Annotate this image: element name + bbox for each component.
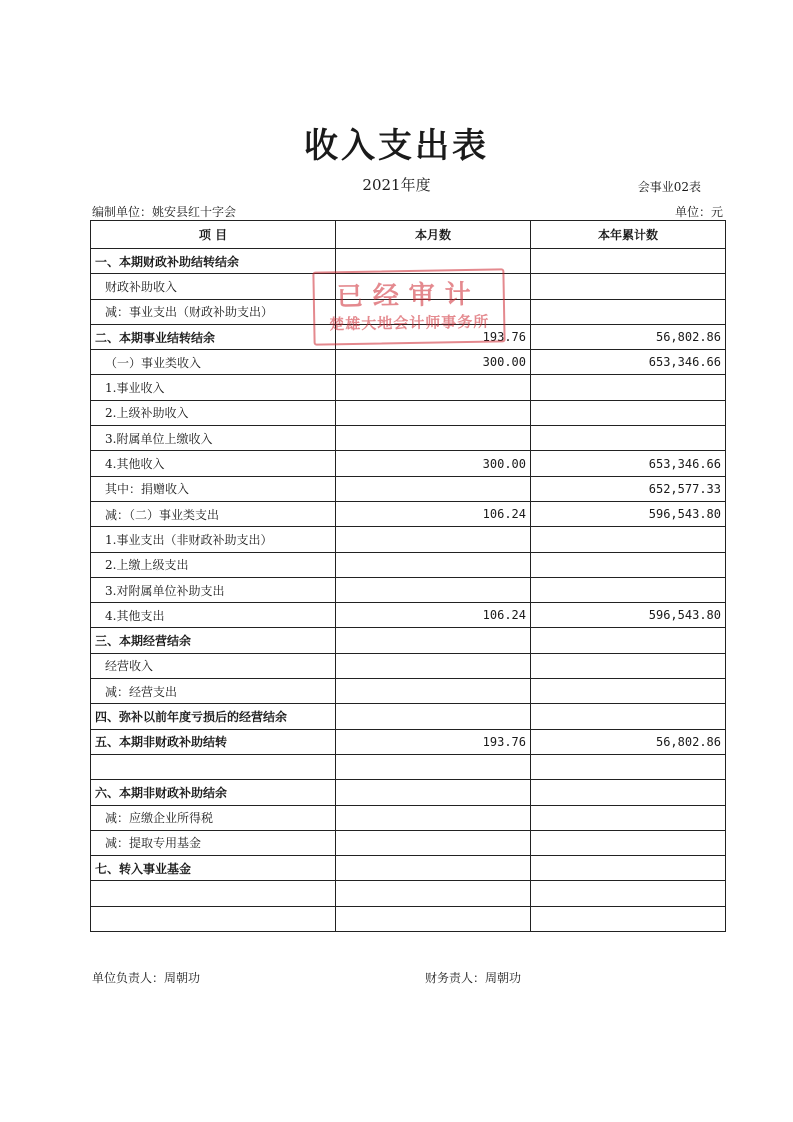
row-month-value: 106.24 (336, 501, 531, 526)
table-row (91, 679, 726, 704)
row-month-value (336, 704, 531, 729)
table-row (91, 400, 726, 425)
table-row (91, 754, 726, 779)
table-row (91, 780, 726, 805)
row-year-value: 56,802.86 (531, 729, 726, 754)
row-month-value: 300.00 (336, 451, 531, 476)
row-item-name: （一）事业类收入 (91, 350, 336, 375)
row-month-value (336, 426, 531, 451)
table-row (91, 653, 726, 678)
audit-stamp (312, 268, 505, 345)
row-month-value (336, 527, 531, 552)
row-year-value (531, 527, 726, 552)
row-year-value (531, 577, 726, 602)
row-item-name: 4.其他收入 (91, 451, 336, 476)
table-row (91, 501, 726, 526)
row-year-value (531, 881, 726, 906)
row-year-value (531, 628, 726, 653)
row-month-value (336, 754, 531, 779)
table-row (91, 451, 726, 476)
row-month-value: 193.76 (336, 729, 531, 754)
table-row (91, 704, 726, 729)
row-year-value (531, 375, 726, 400)
finance-responsible-person: 财务责人：周朝功 (425, 971, 522, 985)
table-row (91, 906, 726, 931)
row-month-value (336, 906, 531, 931)
row-item-name: 减：事业支出（财政补助支出） (91, 299, 336, 324)
row-year-value (531, 679, 726, 704)
row-year-value (531, 906, 726, 931)
table-row (91, 881, 726, 906)
row-year-value (531, 830, 726, 855)
table-row (91, 375, 726, 400)
table-row (91, 805, 726, 830)
table-row (91, 729, 726, 754)
row-item-name: 四、弥补以前年度亏损后的经营结余 (91, 704, 336, 729)
row-item-name: 一、本期财政补助结转结余 (91, 249, 336, 274)
table-row (91, 527, 726, 552)
row-item-name: 财政补助收入 (91, 274, 336, 299)
row-year-value (531, 552, 726, 577)
row-month-value (336, 628, 531, 653)
row-item-name: 经营收入 (91, 653, 336, 678)
row-month-value (336, 653, 531, 678)
row-year-value: 596,543.80 (531, 501, 726, 526)
row-item-name: 2.上缴上级支出 (91, 552, 336, 577)
row-month-value: 106.24 (336, 603, 531, 628)
row-year-value: 653,346.66 (531, 350, 726, 375)
row-item-name: 减：提取专用基金 (91, 830, 336, 855)
row-year-value (531, 780, 726, 805)
audit-stamp-line1: 已经审计 (336, 279, 482, 313)
row-item-name (91, 906, 336, 931)
table-row (91, 476, 726, 501)
row-year-value (531, 856, 726, 881)
table-row (91, 577, 726, 602)
unit-responsible-person: 单位负责人：周朝功 (92, 971, 201, 985)
row-item-name: 三、本期经营结余 (91, 628, 336, 653)
column-header-year-to-date: 本年累计数 (531, 221, 726, 249)
row-month-value (336, 375, 531, 400)
row-item-name: 二、本期事业结转结余 (91, 324, 336, 349)
row-month-value: 300.00 (336, 350, 531, 375)
table-row (91, 830, 726, 855)
row-month-value (336, 679, 531, 704)
row-item-name: 减：（二）事业类支出 (91, 501, 336, 526)
row-item-name: 七、转入事业基金 (91, 856, 336, 881)
form-code: 会事业02表 (637, 180, 701, 194)
row-item-name: 五、本期非财政补助结转 (91, 729, 336, 754)
row-year-value: 653,346.66 (531, 451, 726, 476)
row-year-value (531, 704, 726, 729)
row-year-value (531, 653, 726, 678)
row-year-value (531, 400, 726, 425)
row-year-value: 596,543.80 (531, 603, 726, 628)
column-header-item: 项 目 (91, 221, 336, 249)
row-month-value (336, 400, 531, 425)
row-year-value (531, 805, 726, 830)
row-item-name: 其中：捐赠收入 (91, 476, 336, 501)
table-row (91, 350, 726, 375)
row-month-value (336, 780, 531, 805)
row-year-value (531, 249, 726, 274)
row-item-name: 六、本期非财政补助结余 (91, 780, 336, 805)
row-year-value (531, 754, 726, 779)
row-month-value (336, 476, 531, 501)
table-row (91, 426, 726, 451)
table-row (91, 603, 726, 628)
row-item-name: 2.上级补助收入 (91, 400, 336, 425)
row-item-name: 4.其他支出 (91, 603, 336, 628)
row-year-value: 56,802.86 (531, 324, 726, 349)
currency-unit: 单位：元 (674, 205, 723, 219)
column-header-month: 本月数 (336, 221, 531, 249)
row-item-name: 3.对附属单位补助支出 (91, 577, 336, 602)
row-month-value (336, 552, 531, 577)
audit-stamp-line2: 楚雄大地会计师事务所 (329, 312, 490, 334)
row-month-value (336, 805, 531, 830)
table-header-row (91, 221, 726, 249)
row-month-value (336, 856, 531, 881)
row-item-name (91, 881, 336, 906)
row-month-value (336, 881, 531, 906)
row-year-value (531, 299, 726, 324)
table-row (91, 856, 726, 881)
reporting-unit: 编制单位：姚安县红十字会 (92, 205, 237, 219)
table-row (91, 628, 726, 653)
row-year-value (531, 274, 726, 299)
document-title: 收入支出表 (304, 126, 489, 166)
fiscal-year: 2021年度 (362, 176, 431, 194)
row-month-value (336, 577, 531, 602)
row-year-value: 652,577.33 (531, 476, 726, 501)
row-year-value (531, 426, 726, 451)
row-item-name: 减：经营支出 (91, 679, 336, 704)
row-item-name: 1.事业收入 (91, 375, 336, 400)
row-item-name: 减：应缴企业所得税 (91, 805, 336, 830)
row-item-name: 3.附属单位上缴收入 (91, 426, 336, 451)
row-month-value (336, 830, 531, 855)
row-item-name (91, 754, 336, 779)
table-row (91, 552, 726, 577)
row-item-name: 1.事业支出（非财政补助支出） (91, 527, 336, 552)
row-month-value: 193.76 (336, 324, 531, 349)
